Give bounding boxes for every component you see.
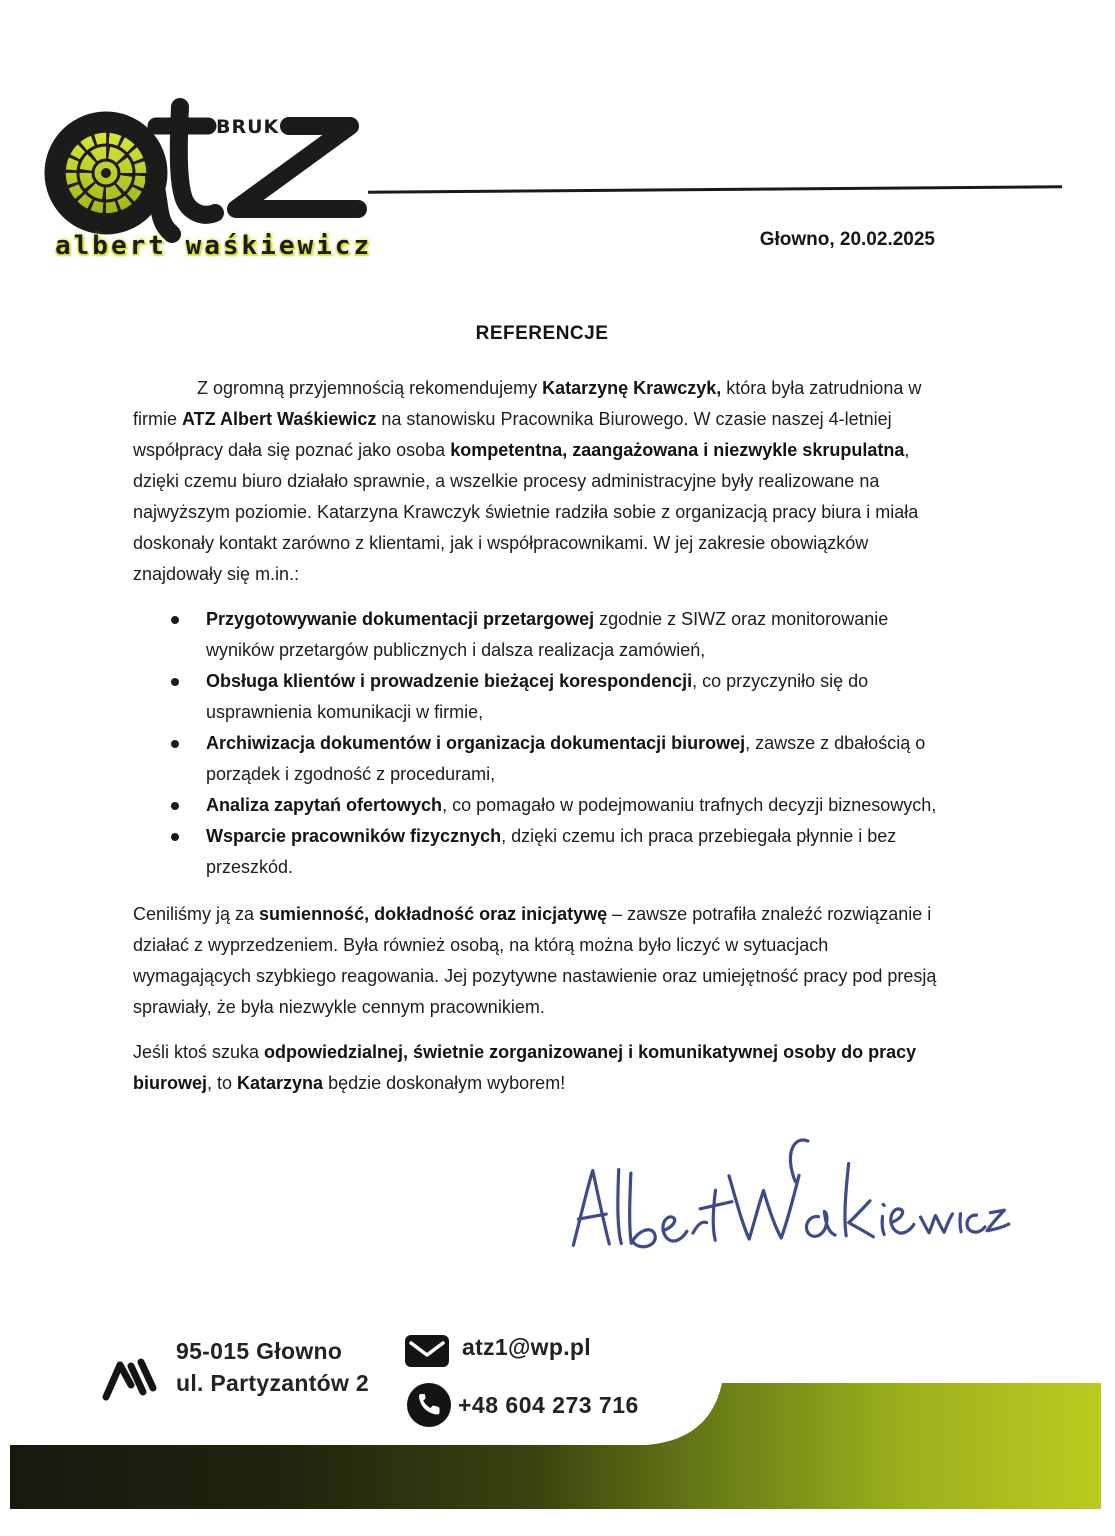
- handwritten-signature: [537, 1118, 1022, 1290]
- closing-paragraph-2: Jeśli ktoś szuka odpowiedzialnej, świetnie zorganizowanej i komunikatywnej osoby do pracy biurowej, to Katarzyna będzie doskonałym wyborem!: [133, 1042, 917, 1093]
- header-rule: [368, 185, 1062, 193]
- email-icon: [404, 1334, 450, 1368]
- list-item: Archiwizacja dokumentów i organizacja dokumentacji biurowej, zawsze z dbałością o porządek i zgodność z procedurami,: [133, 728, 951, 790]
- list-item: Analiza zapytań ofertowych, co pomagało w podejmowaniu trafnych decyzji biznesowych,: [133, 790, 951, 821]
- closing-paragraph-1: Ceniliśmy ją za sumienność, dokładność oraz inicjatywę – zawsze potrafiła znaleźć rozwiązanie i działać z wyprzedzeniem. Była również osobą, na którą można było liczyć w sytuacjach wymagających szybkiego reagowania. Jej pozytywne nastawienie oraz umiejętność pracy pod presją sprawiały, że była niezwykle cennym pracownikiem.: [133, 904, 937, 1017]
- list-item: Obsługa klientów i prowadzenie bieżącej korespondencji, co przyczyniło się do usprawnienia komunikacji w firmie,: [133, 666, 951, 728]
- address-line-1: 95-015 Głowno: [176, 1338, 343, 1364]
- intro-paragraph: Z ogromną przyjemnością rekomendujemy Katarzynę Krawczyk, która była zatrudniona w firmie ATZ Albert Waśkiewicz na stanowisku Pracownika Biurowego. W czasie naszej 4-letniej współpracy dała się poznać jako osoba kompetentna, zaangażowana i niezwykle skrupulatna, dzięki czemu biuro działało sprawnie, a wszelkie procesy administracyjne były realizowane na najwyższym poziomie. Katarzyna Krawczyk świetnie radziła sobie z organizacją pracy biura i miała doskonały kontakt zarówno z klientami, jak i współpracownikami. W jej zakresie obowiązków znajdowały się m.in.:: [133, 378, 922, 584]
- phone-text: +48 604 273 716: [458, 1392, 639, 1418]
- logo-bruk-label: BRUK: [216, 116, 280, 138]
- letter-body: [133, 318, 951, 1099]
- date-line: Głowno, 20.02.2025: [759, 229, 935, 250]
- list-item: Wsparcie pracowników fizycznych, dzięki czemu ich praca przebiegała płynnie i bez przeszkód.: [133, 821, 951, 883]
- email-text: atz1@wp.pl: [462, 1334, 591, 1360]
- letter-title: REFERENCJE: [475, 323, 609, 344]
- list-item: Przygotowywanie dokumentacji przetargowej zgodnie z SIWZ oraz monitorowanie wyników przetargów publicznych i dalsza realizacja zamówień,: [133, 604, 951, 666]
- duties-list: [133, 604, 951, 883]
- logo-subtitle: albert waśkiewicz: [55, 231, 373, 261]
- footer-band: [0, 1380, 1115, 1515]
- address-line-2: ul. Partyzantów 2: [176, 1370, 369, 1396]
